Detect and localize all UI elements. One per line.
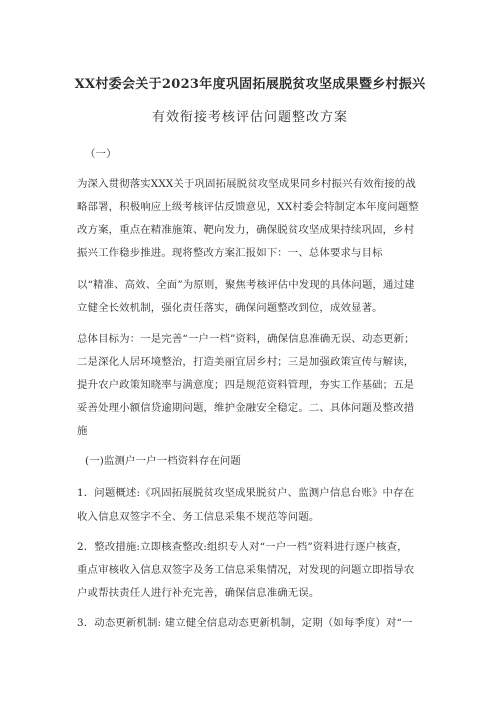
body-line: 为深入贯彻落实XXX关于巩固拓展脱贫攻坚成果同乡村振兴有效衔接的战 [77,178,416,190]
body-line: 户或帮扶责任人进行补充完善，确保信息准确无误。 [77,587,320,599]
body-line: 妥善处理小额信贷逾期问题，维护金融安全稳定。二、具体问题及整改措 [77,402,415,414]
body-line: 略部署，积极响应上级考核评估反馈意见，XX村委会特制定本年度问题整 [77,201,419,213]
body-line: 2．整改措施:立即核查整改:组织专人对“一户一档”资料进行逐户核查， [77,541,408,553]
body-line: 1．问题概述:《巩固拓展脱贫攻坚成果脱贫户、监测户信息台账》中存在 [77,487,415,499]
body-line: 收入信息双签字不全、务工信息采集不规范等问题。 [77,511,320,523]
body-line: 振兴工作稳步推进。现将整改方案汇报如下：一、总体要求与目标 [77,247,383,259]
body-line: 二是深化人居环境整治，打造美丽宜居乡村；三是加强政策宣传与解读， [77,356,415,368]
body-line: 3．动态更新机制: 建立健全信息动态更新机制，定期（如每季度）对“一 [77,617,413,629]
body-line: 重点审核收入信息双签字及务工信息采集情况，对发现的问题立即指导农 [77,564,415,576]
body-line: 立健全长效机制，强化责任落实，确保问题整改到位，成效显著。 [77,302,383,314]
body-line: 提升农户政策知晓率与满意度；四是规范资料管理，夯实工作基础；五是 [77,379,415,391]
section-number: （一） [85,148,117,160]
body-line: 施 [77,425,88,437]
body-line: 以“精准、高效、全面”为原则，聚焦考核评估中发现的具体问题，通过建 [77,279,415,291]
document-title-line-1: XX村委会关于2023年度巩固拓展脱贫攻坚成果暨乡村振兴 [74,77,426,92]
document-title-line-2: 有效衔接考核评估问题整改方案 [151,110,348,125]
body-line: 改方案，重点在精准施策、靶向发力，确保脱贫攻坚成果持续巩固，乡村 [77,224,415,236]
subsection-heading: (一)监测户一户一档资料存在问题 [85,455,241,467]
body-line: 总体目标为：一是完善“一户一档”资料，确保信息准确无误、动态更新； [77,333,415,345]
